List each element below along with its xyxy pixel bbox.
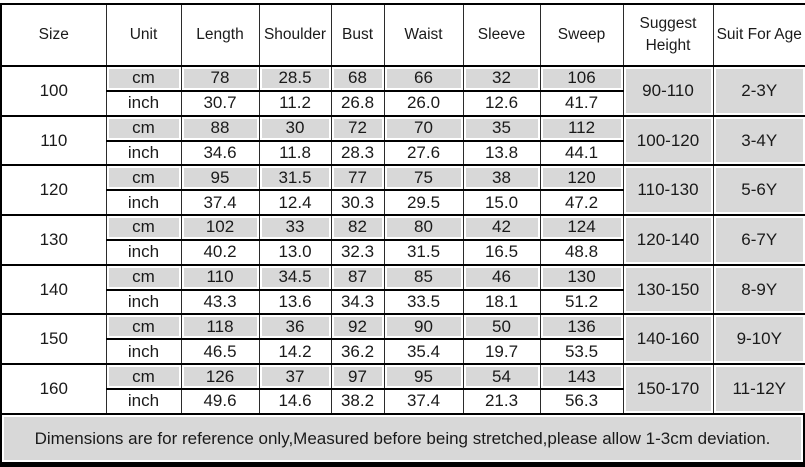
length-inch-value: 49.6 xyxy=(181,389,259,414)
sleeve-inch-value: 16.5 xyxy=(463,240,540,265)
bust-inch-value: 32.3 xyxy=(331,240,384,265)
unit-cm-cell: cm xyxy=(106,314,181,339)
size-cell: 150 xyxy=(1,314,106,364)
sleeve-inch-value: 15.0 xyxy=(463,190,540,215)
unit-cm-cell: cm xyxy=(106,66,181,91)
size-chart-table xyxy=(0,3,805,415)
sleeve-inch-value: 19.7 xyxy=(463,339,540,364)
column-header-suggest-height: Suggest Height xyxy=(623,4,713,66)
unit-inch-cell: inch xyxy=(106,339,181,364)
column-header-shoulder: Shoulder xyxy=(259,4,331,66)
row-160-cm xyxy=(1,364,805,389)
bust-cm-value: 68 xyxy=(331,66,384,91)
bust-inch-value: 36.2 xyxy=(331,339,384,364)
shoulder-cm-value: 30 xyxy=(259,116,331,141)
unit-inch-cell: inch xyxy=(106,91,181,116)
suggest-height-cell: 150-170 xyxy=(623,364,713,414)
sweep-inch-value: 48.8 xyxy=(540,240,623,265)
shoulder-inch-value: 11.8 xyxy=(259,141,331,166)
suit-for-age-cell: 6-7Y xyxy=(713,215,805,265)
length-cm-value: 95 xyxy=(181,165,259,190)
length-inch-value: 46.5 xyxy=(181,339,259,364)
footer-note-text: Dimensions are for reference only,Measured before being stretched,please allow 1-3cm deviation. xyxy=(34,428,771,448)
waist-cm-value: 80 xyxy=(384,215,463,240)
length-cm-value: 88 xyxy=(181,116,259,141)
shoulder-inch-value: 13.6 xyxy=(259,290,331,315)
waist-cm-value: 85 xyxy=(384,265,463,290)
shoulder-inch-value: 12.4 xyxy=(259,190,331,215)
waist-inch-value: 35.4 xyxy=(384,339,463,364)
suggest-height-cell: 100-120 xyxy=(623,116,713,166)
shoulder-cm-value: 37 xyxy=(259,364,331,389)
row-140-cm xyxy=(1,265,805,290)
unit-cm-cell: cm xyxy=(106,116,181,141)
unit-inch-cell: inch xyxy=(106,290,181,315)
unit-inch-cell: inch xyxy=(106,389,181,414)
bust-cm-value: 92 xyxy=(331,314,384,339)
sweep-cm-value: 106 xyxy=(540,66,623,91)
length-cm-value: 118 xyxy=(181,314,259,339)
sleeve-cm-value: 32 xyxy=(463,66,540,91)
bust-cm-value: 72 xyxy=(331,116,384,141)
sweep-cm-value: 136 xyxy=(540,314,623,339)
sweep-cm-value: 143 xyxy=(540,364,623,389)
shoulder-cm-value: 36 xyxy=(259,314,331,339)
sleeve-cm-value: 50 xyxy=(463,314,540,339)
unit-inch-cell: inch xyxy=(106,141,181,166)
row-100-cm xyxy=(1,66,805,91)
suit-for-age-cell: 11-12Y xyxy=(713,364,805,414)
bust-cm-value: 87 xyxy=(331,265,384,290)
column-header-suit-for-age: Suit For Age xyxy=(713,4,805,66)
sleeve-cm-value: 38 xyxy=(463,165,540,190)
sleeve-inch-value: 13.8 xyxy=(463,141,540,166)
sleeve-inch-value: 21.3 xyxy=(463,389,540,414)
column-header-sweep: Sweep xyxy=(540,4,623,66)
sweep-inch-value: 47.2 xyxy=(540,190,623,215)
suit-for-age-cell: 2-3Y xyxy=(713,66,805,116)
waist-cm-value: 90 xyxy=(384,314,463,339)
column-header-unit: Unit xyxy=(106,4,181,66)
bust-inch-value: 26.8 xyxy=(331,91,384,116)
bust-cm-value: 97 xyxy=(331,364,384,389)
suit-for-age-cell: 5-6Y xyxy=(713,165,805,215)
column-header-bust: Bust xyxy=(331,4,384,66)
bust-inch-value: 38.2 xyxy=(331,389,384,414)
suggest-height-cell: 120-140 xyxy=(623,215,713,265)
size-cell: 110 xyxy=(1,116,106,166)
bust-cm-value: 77 xyxy=(331,165,384,190)
size-cell: 100 xyxy=(1,66,106,116)
unit-cm-cell: cm xyxy=(106,215,181,240)
length-inch-value: 37.4 xyxy=(181,190,259,215)
waist-inch-value: 26.0 xyxy=(384,91,463,116)
waist-inch-value: 27.6 xyxy=(384,141,463,166)
column-header-length: Length xyxy=(181,4,259,66)
waist-inch-value: 31.5 xyxy=(384,240,463,265)
waist-cm-value: 95 xyxy=(384,364,463,389)
waist-cm-value: 66 xyxy=(384,66,463,91)
size-cell: 160 xyxy=(1,364,106,414)
size-cell: 140 xyxy=(1,265,106,315)
length-inch-value: 43.3 xyxy=(181,290,259,315)
suggest-height-cell: 130-150 xyxy=(623,265,713,315)
sleeve-cm-value: 42 xyxy=(463,215,540,240)
waist-inch-value: 37.4 xyxy=(384,389,463,414)
length-cm-value: 110 xyxy=(181,265,259,290)
unit-inch-cell: inch xyxy=(106,240,181,265)
column-header-waist: Waist xyxy=(384,4,463,66)
length-inch-value: 30.7 xyxy=(181,91,259,116)
suggest-height-cell: 110-130 xyxy=(623,165,713,215)
shoulder-cm-value: 28.5 xyxy=(259,66,331,91)
suit-for-age-cell: 8-9Y xyxy=(713,265,805,315)
waist-cm-value: 70 xyxy=(384,116,463,141)
table-body xyxy=(1,66,805,414)
sweep-cm-value: 112 xyxy=(540,116,623,141)
sleeve-cm-value: 46 xyxy=(463,265,540,290)
unit-cm-cell: cm xyxy=(106,265,181,290)
column-header-size: Size xyxy=(1,4,106,66)
bust-inch-value: 30.3 xyxy=(331,190,384,215)
sweep-inch-value: 56.3 xyxy=(540,389,623,414)
row-120-cm xyxy=(1,165,805,190)
suit-for-age-cell: 9-10Y xyxy=(713,314,805,364)
bust-cm-value: 82 xyxy=(331,215,384,240)
unit-cm-cell: cm xyxy=(106,364,181,389)
bust-inch-value: 28.3 xyxy=(331,141,384,166)
length-cm-value: 126 xyxy=(181,364,259,389)
row-150-cm xyxy=(1,314,805,339)
sleeve-inch-value: 18.1 xyxy=(463,290,540,315)
row-130-cm xyxy=(1,215,805,240)
column-header-sleeve: Sleeve xyxy=(463,4,540,66)
unit-cm-cell: cm xyxy=(106,165,181,190)
shoulder-inch-value: 14.2 xyxy=(259,339,331,364)
shoulder-cm-value: 31.5 xyxy=(259,165,331,190)
sweep-cm-value: 124 xyxy=(540,215,623,240)
sleeve-cm-value: 54 xyxy=(463,364,540,389)
length-inch-value: 40.2 xyxy=(181,240,259,265)
footer-note xyxy=(0,415,805,467)
suggest-height-cell: 90-110 xyxy=(623,66,713,116)
shoulder-inch-value: 13.0 xyxy=(259,240,331,265)
sweep-inch-value: 51.2 xyxy=(540,290,623,315)
sweep-inch-value: 53.5 xyxy=(540,339,623,364)
sweep-cm-value: 130 xyxy=(540,265,623,290)
size-cell: 130 xyxy=(1,215,106,265)
shoulder-inch-value: 14.6 xyxy=(259,389,331,414)
row-110-cm xyxy=(1,116,805,141)
sweep-cm-value: 120 xyxy=(540,165,623,190)
sleeve-cm-value: 35 xyxy=(463,116,540,141)
length-inch-value: 34.6 xyxy=(181,141,259,166)
waist-inch-value: 33.5 xyxy=(384,290,463,315)
waist-cm-value: 75 xyxy=(384,165,463,190)
sweep-inch-value: 41.7 xyxy=(540,91,623,116)
length-cm-value: 78 xyxy=(181,66,259,91)
shoulder-inch-value: 11.2 xyxy=(259,91,331,116)
size-cell: 120 xyxy=(1,165,106,215)
suggest-height-cell: 140-160 xyxy=(623,314,713,364)
length-cm-value: 102 xyxy=(181,215,259,240)
shoulder-cm-value: 33 xyxy=(259,215,331,240)
suit-for-age-cell: 3-4Y xyxy=(713,116,805,166)
bust-inch-value: 34.3 xyxy=(331,290,384,315)
waist-inch-value: 29.5 xyxy=(384,190,463,215)
shoulder-cm-value: 34.5 xyxy=(259,265,331,290)
header-row xyxy=(1,4,805,66)
unit-inch-cell: inch xyxy=(106,190,181,215)
sleeve-inch-value: 12.6 xyxy=(463,91,540,116)
sweep-inch-value: 44.1 xyxy=(540,141,623,166)
